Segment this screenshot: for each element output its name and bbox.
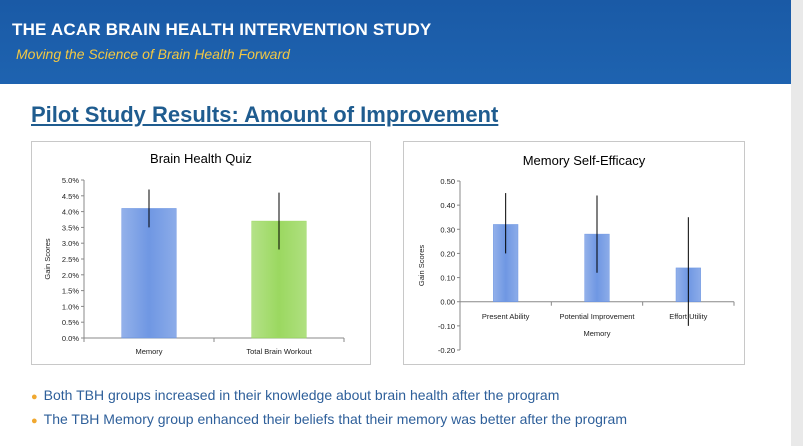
study-subtitle: Moving the Science of Brain Health Forward xyxy=(16,46,290,62)
y-axis-label: Gain Scores xyxy=(417,244,426,287)
bullet-item xyxy=(31,408,627,432)
chart-svg-memory-self-efficacy xyxy=(404,142,744,364)
bullet-dot-icon: ● xyxy=(31,391,38,403)
chart-title: Brain Health Quiz xyxy=(150,151,252,166)
y-tick-label: 0.30 xyxy=(440,225,455,235)
x-tick-label: Memory xyxy=(135,347,163,356)
study-title: THE ACAR BRAIN HEALTH INTERVENTION STUDY xyxy=(12,20,432,39)
slide-title: Pilot Study Results: Amount of Improvement xyxy=(31,102,499,127)
x-tick-label: Present Ability xyxy=(481,312,530,321)
y-tick-label: 1.5% xyxy=(61,286,79,296)
bullet-text: The TBH Memory group enhanced their beliefs that their memory was better after the program xyxy=(43,411,628,427)
scrollbar[interactable] xyxy=(791,0,803,446)
y-tick-label: 4.5% xyxy=(61,191,79,201)
bullet-item xyxy=(31,384,627,408)
y-tick-label: 3.5% xyxy=(61,223,79,233)
x-tick-label: Effort Utility xyxy=(669,312,708,321)
y-axis-label: Gain Scores xyxy=(43,238,52,280)
bar xyxy=(122,208,177,338)
x-tick-label: Total Brain Workout xyxy=(246,347,312,356)
y-tick-label: 0.5% xyxy=(61,318,79,328)
y-tick-label: -0.20 xyxy=(437,346,455,355)
y-tick-label: 0.20 xyxy=(440,249,455,259)
y-tick-label: 5.0% xyxy=(61,176,79,185)
y-tick-label: 2.0% xyxy=(61,270,79,280)
chart-svg-brain-health-quiz xyxy=(32,142,370,364)
chart-title: Memory Self-Efficacy xyxy=(522,153,646,168)
chart-brain-health-quiz xyxy=(31,141,371,365)
y-tick-label: 3.0% xyxy=(61,239,79,249)
x-axis-label: Memory xyxy=(583,329,611,338)
y-tick-label: 0.00 xyxy=(440,297,455,307)
bullet-list xyxy=(31,384,627,432)
y-tick-label: 4.0% xyxy=(61,207,79,217)
header-banner xyxy=(0,0,803,84)
y-tick-label: 2.5% xyxy=(61,255,79,264)
y-tick-label: 0.50 xyxy=(440,177,455,186)
bullet-text: Both TBH groups increased in their knowledge about brain health after the program xyxy=(43,387,560,403)
y-tick-label: -0.10 xyxy=(437,321,455,331)
y-tick-label: 0.40 xyxy=(440,201,455,211)
chart-memory-self-efficacy xyxy=(403,141,745,365)
y-tick-label: 1.0% xyxy=(61,302,79,312)
bullet-dot-icon: ● xyxy=(31,415,38,427)
y-tick-label: 0.0% xyxy=(61,334,79,343)
y-tick-label: 0.10 xyxy=(440,273,455,283)
x-tick-label: Potential Improvement xyxy=(559,312,635,321)
